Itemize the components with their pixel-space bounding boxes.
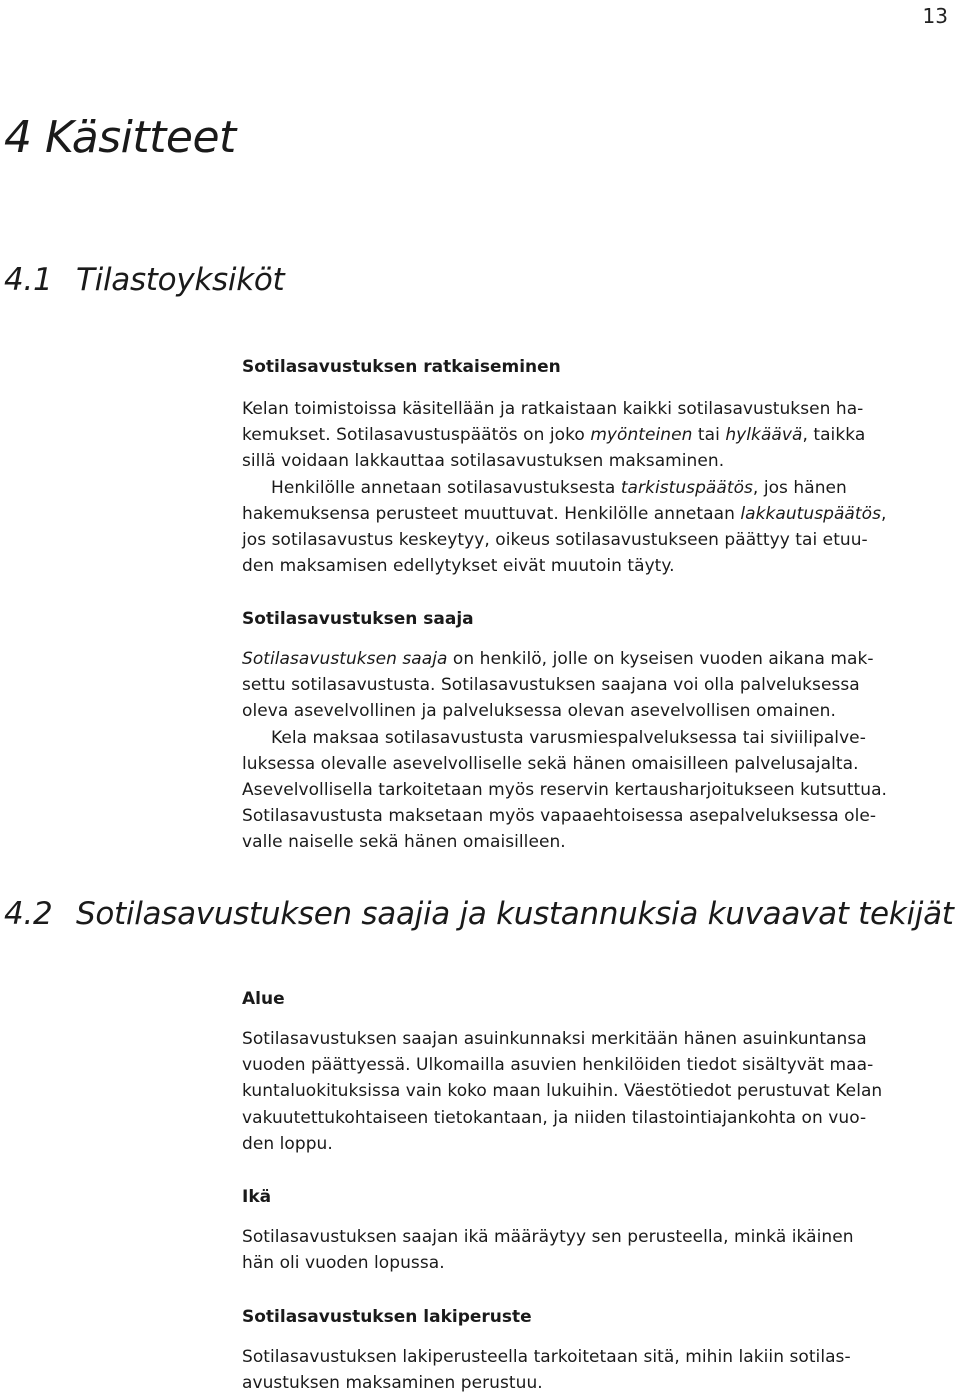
emphasis: hylkäävä	[725, 425, 803, 446]
text-line: Sotilasavustuksen saajan ikä määräytyy sen perusteella, minkä ikäinen	[242, 1227, 854, 1247]
emphasis: tarkistuspäätös	[620, 477, 753, 498]
term-title: Sotilasavustuksen saaja	[242, 609, 474, 629]
text-line: kemukset. Sotilasavustuspäätös on joko myönteinen tai hylkäävä, taikka	[242, 425, 866, 446]
text-line: jos sotilasavustus keskeytyy, oikeus sotilasavustukseen päättyy tai etuu-	[242, 530, 868, 551]
page-number: 13	[922, 4, 948, 28]
term-paragraph	[242, 1344, 960, 1396]
text-line: Sotilasavustuksen saajan asuinkunnaksi merkitään hänen asuinkuntansa	[242, 1029, 867, 1049]
text-line: vakuutettukohtaiseen tietokantaan, ja niiden tilastointiajankohta on vuo-	[242, 1107, 867, 1128]
text-line: luksessa olevalle asevelvolliselle sekä hänen omaisilleen palvelusajalta.	[242, 753, 859, 774]
text-line: den loppu.	[242, 1133, 333, 1154]
section-number: 4.1	[4, 262, 53, 298]
text-line: Asevelvollisella tarkoitetaan myös reservin kertausharjoitukseen kutsuttua.	[242, 780, 888, 801]
term-paragraph	[242, 1026, 960, 1157]
term-paragraph	[242, 1224, 960, 1276]
section-title: Tilastoyksiköt	[76, 262, 285, 298]
term-title: Sotilasavustuksen lakiperuste	[242, 1307, 532, 1327]
term-title: Alue	[242, 989, 285, 1009]
text-line: Sotilasavustuksen saaja on henkilö, jolle on kyseisen vuoden aikana mak-	[242, 649, 874, 669]
text-line: valle naiselle sekä hänen omaisilleen.	[242, 832, 566, 853]
text-line: Henkilölle annetaan sotilasavustuksesta tarkistuspäätös, jos hänen	[271, 477, 847, 498]
term-title: Ikä	[242, 1187, 272, 1207]
text-line: hakemuksensa perusteet muuttuvat. Henkilölle annetaan lakkautuspäätös,	[242, 503, 887, 524]
text-line: avustuksen maksaminen perustuu.	[242, 1373, 543, 1394]
text-line: kuntaluokituksissa vain koko maan lukuihin. Väestötiedot perustuvat Kelan	[242, 1081, 883, 1102]
emphasis: myönteinen	[590, 425, 693, 446]
term-paragraph	[242, 396, 960, 579]
emphasis: Sotilasavustuksen saaja	[242, 649, 448, 669]
text-line: Sotilasavustuksen lakiperusteella tarkoitetaan sitä, mihin lakiin sotilas-	[242, 1347, 851, 1367]
section-number: 4.2	[4, 896, 53, 932]
text-line: vuoden päättyessä. Ulkomailla asuvien henkilöiden tiedot sisältyvät maa-	[242, 1055, 874, 1076]
text-line: settu sotilasavustusta. Sotilasavustuksen saajana voi olla palveluksessa	[242, 675, 860, 696]
term-block-saaja	[242, 606, 960, 856]
term-block-lakiperuste	[242, 1304, 960, 1396]
chapter-title: 4 Käsitteet	[4, 112, 236, 163]
text-line: hän oli vuoden lopussa.	[242, 1253, 445, 1274]
term-title: Sotilasavustuksen ratkaiseminen	[242, 357, 561, 377]
section-heading-4-1	[4, 262, 284, 298]
term-block-ika	[242, 1184, 960, 1276]
emphasis: lakkautuspäätös	[740, 503, 881, 524]
section-heading-4-2	[4, 896, 954, 932]
text-line: Kela maksaa sotilasavustusta varusmiespalveluksessa tai siviilipalve-	[271, 727, 866, 748]
text-line: Kelan toimistoissa käsitellään ja ratkaistaan kaikki sotilasavustuksen ha-	[242, 399, 864, 419]
term-paragraph	[242, 646, 960, 856]
text-line: sillä voidaan lakkauttaa sotilasavustuksen maksaminen.	[242, 451, 725, 472]
text-line: Sotilasavustusta maksetaan myös vapaaehtoisessa asepalveluksessa ole-	[242, 806, 877, 827]
term-block-alue	[242, 986, 960, 1157]
text-line: den maksamisen edellytykset eivät muutoin täyty.	[242, 556, 675, 577]
section-title: Sotilasavustuksen saajia ja kustannuksia kuvaavat tekijät	[76, 896, 954, 932]
term-block-ratkaiseminen	[242, 354, 960, 579]
text-line: oleva asevelvollinen ja palveluksessa olevan asevelvollisen omainen.	[242, 701, 836, 722]
